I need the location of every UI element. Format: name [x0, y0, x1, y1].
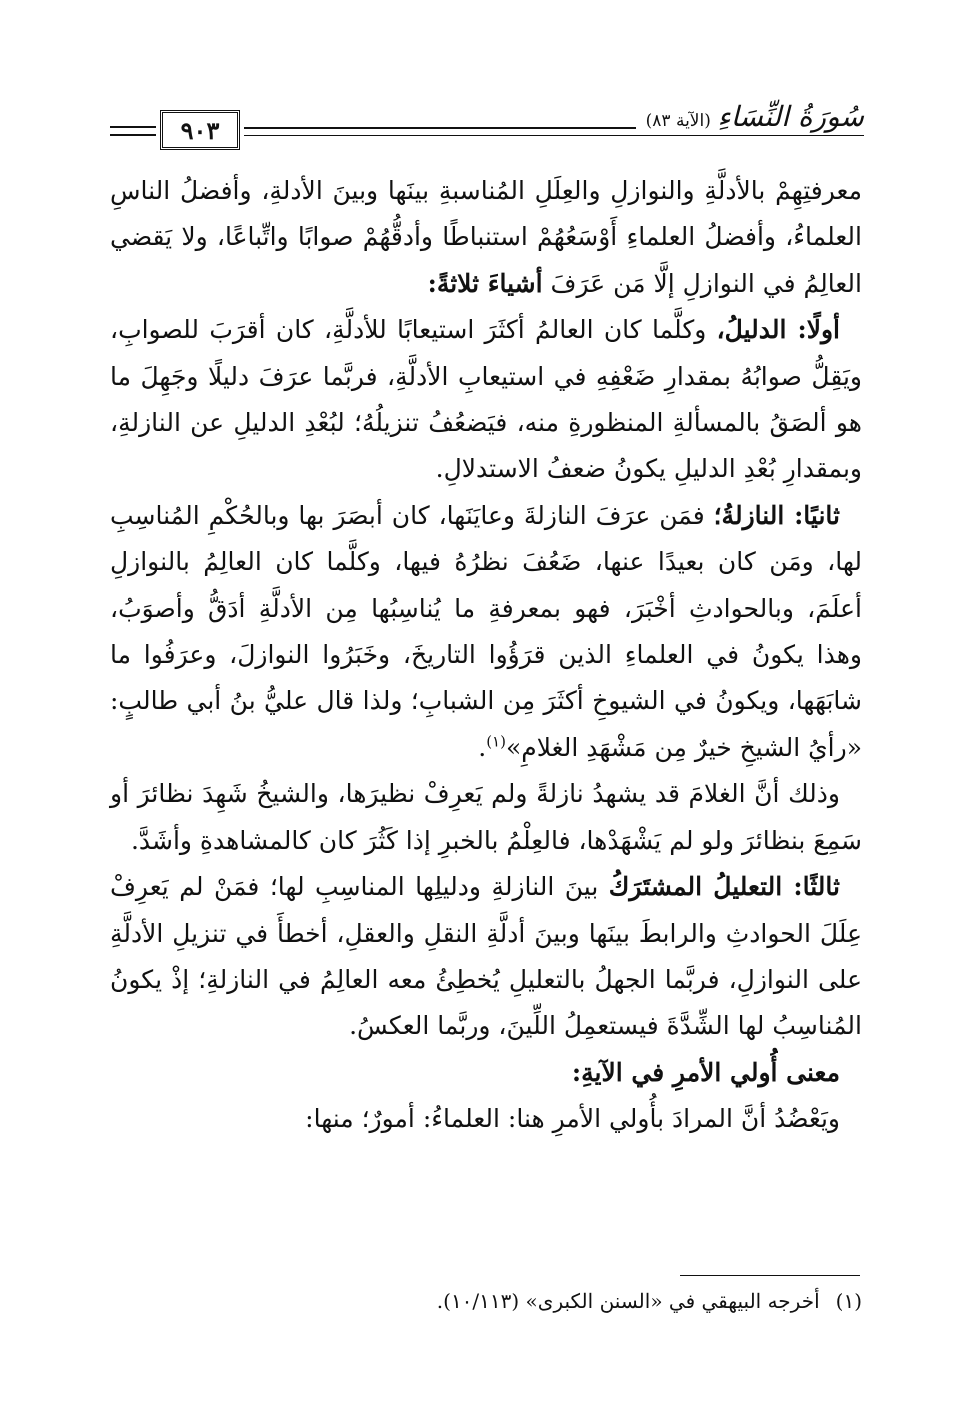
third-point-text: بينَ النازلةِ ودليلِها المناسِبِ لها؛ فمَنْ لم يَعرِفْ عِلَلَ الحوادثِ والرابطَ بينَها وبينَ أدلَّةِ النقلِ والعقلِ، أخطأَ في تنزيلِ الأدلَّةِ على النوازلِ، فربَّما الجهلُ بالتعليلِ يُخطِئُ معه العالِمُ في النازلةِ؛ إذْ يكونُ المُناسِبُ لها الشِّدَّةَ فيستعمِلُ اللِّينَ، وربَّما العكسُ.	[110, 872, 862, 1041]
paragraph-1-text: معرفتِهِمْ بالأدلَّةِ والنوازلِ والعِلَلِ المُناسبةِ بينَها وبينَ الأدلةِ، وأفضلُ الناسِ العلماءُ، وأفضلُ العلماءِ أَوْسَعُهُمْ استنباطًا وأدقُّهُمْ صوابًا واتِّباعًا، ولا يَقضي العالِمُ في النوازلِ إلَّا مَن عَرَفَ	[110, 176, 862, 298]
paragraph-second-point	[110, 493, 862, 771]
explanation-text: وذلك أنَّ الغلامَ قد يشهدُ نازلةً ولم يَعرِفْ نظيرَها، والشيخُ شَهِدَ نظائرَ أو سَمِعَ بنظائرَ ولو لم يَشْهَدْها، فالعِلْمُ بالخبرِ إذا كَثُرَ كان كالمشاهدةِ وأشَدَّ.	[110, 779, 862, 855]
header-rule-left-lower	[110, 134, 156, 136]
footnote-text: أخرجه البيهقي في «السنن الكبرى» (١٠/١١٣).	[436, 1289, 820, 1313]
paragraph-1-bold: أشياءَ ثلاثةً:	[427, 268, 543, 298]
paragraph-third-point	[110, 864, 862, 1050]
second-point-text: فمَن عرَفَ النازلةَ وعايَنَها، كان أبصَرَ بها وبالحُكْمِ المُناسِبِ لها، ومَن كان بعيدًا عنها، ضَعُفَ نظرُهُ فيها، وكلَّما كان العالِمُ بالنوازلِ أعلَمَ، وبالحوادثِ أخْبَرَ، فهو بمعرفةِ ما يُناسِبُها مِن الأدلَّةِ أدَقُّ وأصوَبُ، وهذا يكونُ في العلماءِ الذين قرَؤُوا التاريخَ، وخَبَرُوا النوازلَ، وعرَفُوا ما شابَهَها، ويكونُ في الشيوخِ أكثَرَ مِن الشبابِ؛ ولذا قال عليُّ بنُ أبي طالبٍ: «رأيُ الشيخِ خيرٌ مِن مَشْهَدِ الغلامِ»	[110, 500, 862, 762]
surah-name: سُورَةُ النِّسَاءِ	[717, 100, 864, 133]
paragraph-explanation	[110, 771, 862, 864]
verse-reference: (الآية ٨٣)	[645, 111, 711, 131]
footnote-reference[interactable]: (١)	[486, 732, 506, 751]
third-point-lead: ثالثًا: التعليلُ المشتَرَكُ	[608, 872, 840, 902]
second-point-lead: ثانيًا: النازلةُ؛	[713, 500, 841, 530]
first-point-text: وكلَّما كان العالمُ أكثَرَ استيعابًا للأدلَّةِ، كان أقرَبَ للصوابِ، ويَقِلُّ صوابُهُ بمقدارِ ضَعْفِهِ في استيعابِ الأدلَّةِ، فربَّما عرَفَ دليلًا وجَهِلَ ما هو ألصَقُ بالمسألةِ المنظورةِ منه، فيَضعُفُ تنزيلُهُ؛ لبُعْدِ الدليلِ عن النازلةِ، وبمقدارِ بُعْدِ الدليلِ يكونُ ضعفُ الاستدلالِ.	[110, 315, 862, 484]
first-point-lead: أولًا: الدليلُ،	[716, 315, 840, 345]
paragraph-first-point	[110, 307, 862, 493]
paragraph-1	[110, 168, 862, 307]
second-point-end: .	[478, 732, 487, 762]
closing-text: ويَعْضُدُ أنَّ المرادَ بأُولي الأمرِ هنا: العلماءُ: أمورٌ؛ منها:	[305, 1104, 840, 1134]
header-rule-right-lower	[244, 135, 864, 136]
footnote-number: (١)	[835, 1289, 862, 1313]
body-text	[110, 168, 862, 1143]
subheading: معنى أُولي الأمرِ في الآيةِ:	[571, 1057, 840, 1087]
running-title	[636, 100, 864, 133]
page-header	[0, 0, 974, 160]
header-rule-left	[110, 126, 156, 128]
page-number: ٩٠٣	[160, 110, 240, 150]
footnote	[102, 1286, 862, 1316]
paragraph-closing	[110, 1096, 862, 1142]
footnote-rule	[680, 1275, 860, 1276]
